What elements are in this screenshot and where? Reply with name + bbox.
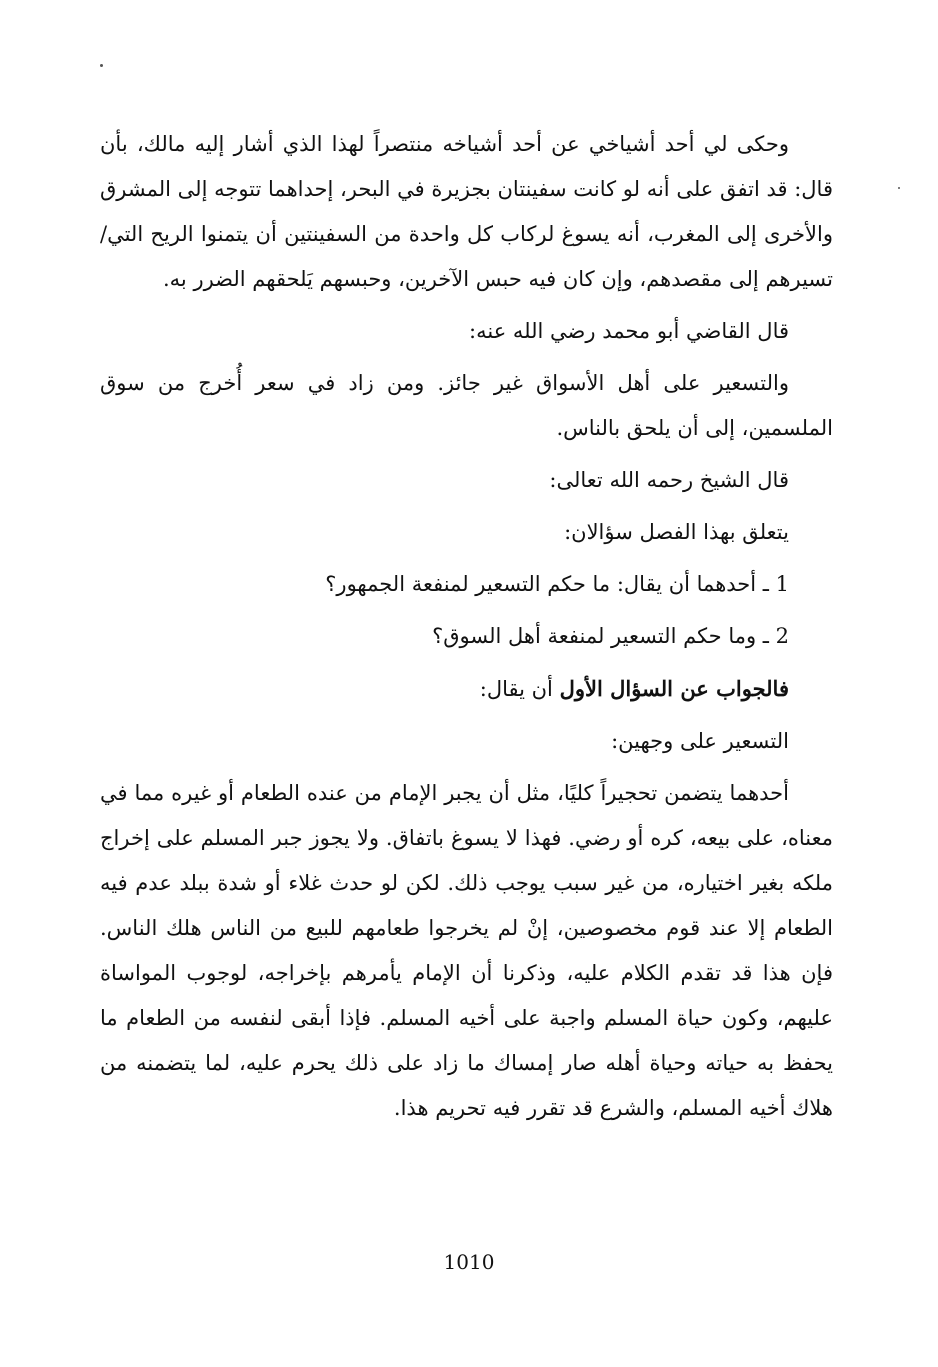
- paragraph-qadi-heading: قال القاضي أبو محمد رضي الله عنه:: [469, 319, 789, 343]
- paragraph-pricing-rule: والتسعير على أهل الأسواق غير جائز. ومن زاد في سعر أُخرج من سوق الملسمين، إلى أن يلحق بالناس.: [100, 371, 833, 440]
- paragraph-two-questions: يتعلق بهذا الفصل سؤالان:: [564, 520, 789, 544]
- paragraph-two-ways: التسعير على وجهين:: [611, 729, 789, 753]
- question-one: 1 ـ أحدهما أن يقال: ما حكم التسعير لمنفعة الجمهور؟: [325, 572, 789, 596]
- question-two: 2 ـ وما حكم التسعير لمنفعة أهل السوق؟: [432, 624, 789, 648]
- page-number: 1010: [443, 1250, 495, 1274]
- scan-speck: [898, 187, 900, 189]
- answer-heading: [100, 666, 833, 712]
- paragraph-sheikh-heading: قال الشيخ رحمه الله تعالى:: [549, 468, 789, 492]
- answer-heading-bold: فالجواب عن السؤال الأول: [559, 676, 789, 701]
- scan-speck: [100, 64, 103, 67]
- paragraph-story: وحكى لي أحد أشياخي عن أحد أشياخه منتصراً لهذا الذي أشار إليه مالك، بأن قال: قد اتفق على أنه لو كانت سفينتان بجزيرة في البحر، إحداهما تتوجه إلى المشرق والأخرى إلى المغرب، أنه يسوغ لركاب كل واحدة من السفينتين أن يتمنوا الريح التي/ تسيرهم إلى مقصدهم، وإن كان فيه حبس الآخرين، وحبسهم يَلحقهم الضرر به.: [100, 132, 833, 291]
- paragraph-first-way: أحدهما يتضمن تحجيراً كليًا، مثل أن يجبر الإمام من عنده الطعام أو غيره مما في معناه، على بيعه، كره أو رضي. فهذا لا يسوغ باتفاق. ولا يجوز جبر المسلم على إخراج ملكه بغير اختياره، من غير سبب يوجب ذلك. لكن لو حدث غلاء أو شدة ببلد عدم فيه الطعام إلا عند قوم مخصوصين، إنْ لم يخرجوا طعامهم للبيع من الناس هلك الناس. فإن هذا قد تقدم الكلام عليه، وذكرنا أن الإمام يأمرهم بإخراجه، لوجوب المواساة عليهم، وكون حياة المسلم واجبة على أخيه المسلم. فإذا أبقى لنفسه من الطعام ما يحفظ به حياته وحياة أهله صار إمساك ما زاد على ذلك يحرم عليه، لما يتضمنه من هلاك أخيه المسلم، والشرع قد تقرر فيه تحريم هذا.: [100, 781, 833, 1120]
- page-text: [100, 122, 833, 1131]
- answer-heading-rest: أن يقال:: [479, 677, 560, 701]
